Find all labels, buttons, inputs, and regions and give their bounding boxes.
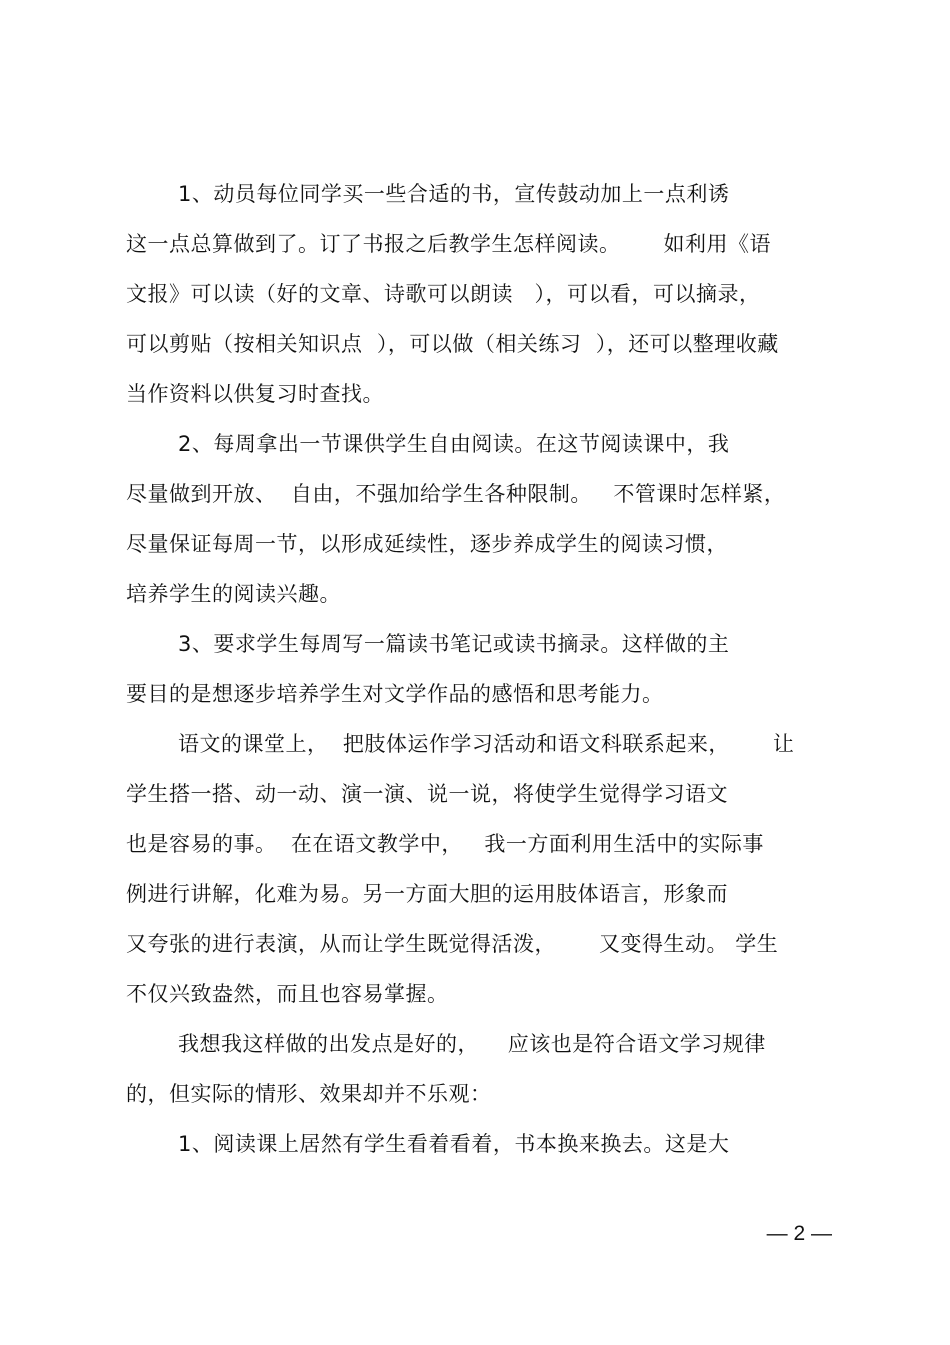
paragraph-line: 1、动员每位同学买一些合适的书，宣传鼓动加上一点利诱 [178, 182, 730, 206]
paragraph-line: 不仅兴致盎然，而且也容易掌握。 [126, 982, 449, 1006]
paragraph-line: 尽量保证每周一节，以形成延续性，逐步养成学生的阅读习惯， [126, 532, 728, 556]
paragraph-line: 例进行讲解，化难为易。另一方面大胆的运用肢体语言，形象而 [126, 882, 728, 906]
paragraph-line: 1、阅读课上居然有学生看着看着，书本换来换去。这是大 [178, 1132, 730, 1156]
paragraph-line: 2、每周拿出一节课供学生自由阅读。在这节阅读课中，我 [178, 432, 730, 456]
paragraph-line: 当作资料以供复习时查找。 [126, 382, 384, 406]
paragraph-line: 我想我这样做的出发点是好的， 应该也是符合语文学习规律 [178, 1032, 766, 1056]
paragraph-line: 语文的课堂上， 把肢体运作学习活动和语文科联系起来， 让 [178, 732, 795, 756]
paragraph-line: 的，但实际的情形、效果却并不乐观： [126, 1082, 492, 1106]
paragraph-line: 也是容易的事。 在在语文教学中， 我一方面利用生活中的实际事 [126, 832, 764, 856]
paragraph-line: 这一点总算做到了。订了书报之后教学生怎样阅读。 如利用《语 [126, 232, 772, 256]
paragraph-line: 尽量做到开放、 自由，不强加给学生各种限制。 不管课时怎样紧， [126, 482, 786, 506]
paragraph-line: 又夸张的进行表演，从而让学生既觉得活泼， 又变得生动。 学生 [126, 932, 779, 956]
page-number: — 2 — [766, 1222, 832, 1245]
paragraph-line: 要目的是想逐步培养学生对文学作品的感悟和思考能力。 [126, 682, 664, 706]
paragraph-line: 文报》可以读（好的文章、诗歌可以朗读 ），可以看，可以摘录， [126, 282, 761, 306]
paragraph-line: 可以剪贴（按相关知识点 ），可以做（相关练习 ），还可以整理收藏 [126, 332, 779, 356]
paragraph-line: 培养学生的阅读兴趣。 [126, 582, 341, 606]
paragraph-line: 3、要求学生每周写一篇读书笔记或读书摘录。这样做的主 [178, 632, 730, 656]
paragraph-line: 学生搭一搭、动一动、演一演、说一说，将使学生觉得学习语文 [126, 782, 728, 806]
